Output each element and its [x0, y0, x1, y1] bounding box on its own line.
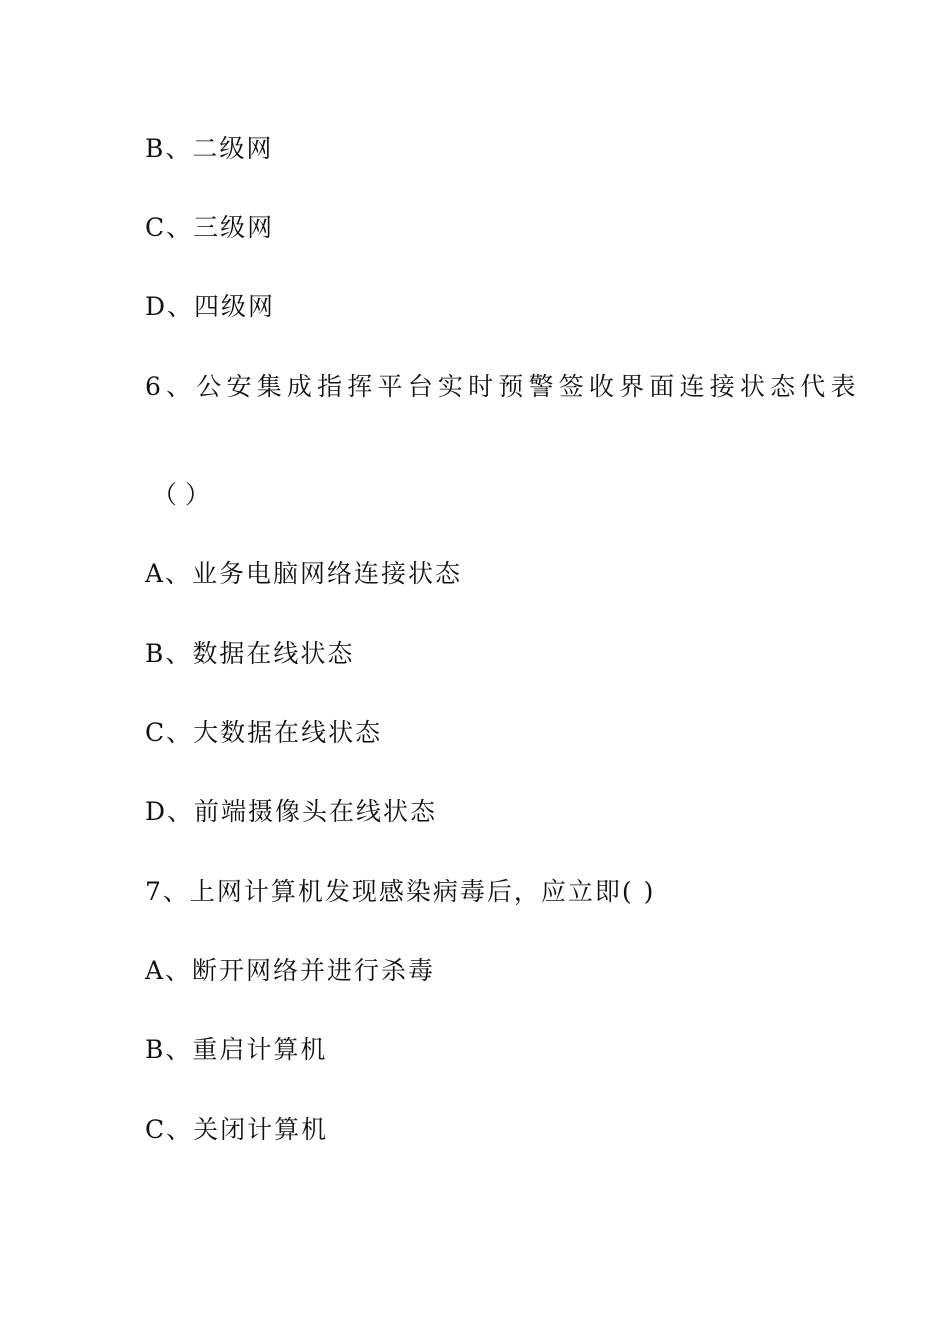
- option-q5-b: B、二级网: [145, 134, 274, 163]
- question-6: 6、公安集成指挥平台实时预警签收界面连接状态代表: [145, 372, 861, 401]
- option-q7-b: B、重启计算机: [145, 1035, 328, 1064]
- option-q5-d: D、四级网: [145, 292, 276, 321]
- option-q6-c: C、大数据在线状态: [145, 718, 383, 747]
- option-q7-a: A、断开网络并进行杀毒: [145, 956, 436, 985]
- question-6-answer-blank: （ ）: [152, 480, 210, 509]
- option-q5-c: C、三级网: [145, 213, 275, 242]
- option-q6-b: B、数据在线状态: [145, 639, 355, 668]
- option-q6-a: A、业务电脑网络连接状态: [145, 559, 463, 588]
- option-q7-c: C、关闭计算机: [145, 1115, 329, 1144]
- question-7: 7、上网计算机发现感染病毒后，应立即( ): [145, 877, 656, 906]
- option-q6-d: D、前端摄像头在线状态: [145, 797, 438, 826]
